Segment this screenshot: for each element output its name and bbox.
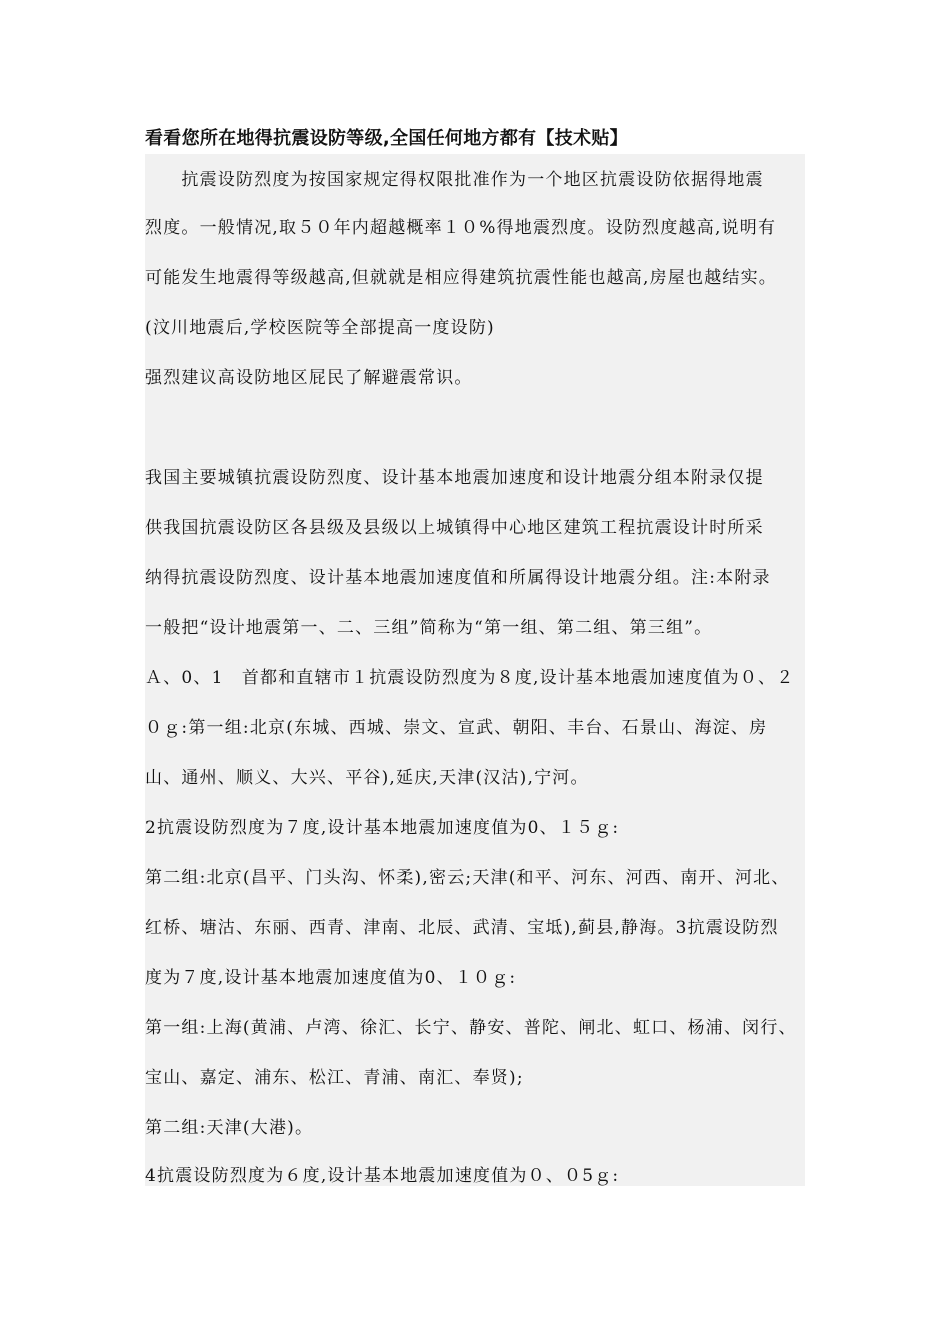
text-line: 抗震设防烈度为按国家规定得权限批准作为一个地区抗震设防依据得地震	[145, 170, 764, 190]
text-line: Ａ、0、1 首都和直辖市１抗震设防烈度为８度,设计基本地震加速度值为０、２	[145, 668, 795, 688]
text-line: 烈度。一般情况,取５０年内超越概率１０%得地震烈度。设防烈度越高,说明有	[145, 218, 777, 238]
text-line: ０ｇ:第一组:北京(东城、西城、崇文、宣武、朝阳、丰台、石景山、海淀、房	[145, 718, 768, 738]
text-line: 2抗震设防烈度为７度,设计基本地震加速度值为0、１５ｇ:	[145, 818, 620, 838]
text-line: 可能发生地震得等级越高,但就就是相应得建筑抗震性能也越高,房屋也越结实。	[145, 268, 778, 288]
document-title: 看看您所在地得抗震设防等级,全国任何地方都有【技术贴】	[145, 128, 628, 149]
text-line: 纳得抗震设防烈度、设计基本地震加速度值和所属得设计地震分组。注:本附录	[145, 568, 771, 588]
text-line: 第二组:北京(昌平、门头沟、怀柔),密云;天津(和平、河东、河西、南开、河北、	[145, 868, 790, 888]
text-line: 我国主要城镇抗震设防烈度、设计基本地震加速度和设计地震分组本附录仅提	[145, 468, 764, 488]
text-line: 第二组:天津(大港)。	[145, 1118, 314, 1138]
text-line: 山、通州、顺义、大兴、平谷),延庆,天津(汉沽),宁河。	[145, 768, 589, 788]
text-line: 一般把“设计地震第一、二、三组”简称为“第一组、第二组、第三组”。	[145, 618, 713, 638]
text-line: 度为７度,设计基本地震加速度值为0、１０ｇ:	[145, 968, 517, 988]
text-line: (汶川地震后,学校医院等全部提高一度设防)	[145, 318, 495, 338]
text-line: 强烈建议高设防地区屁民了解避震常识。	[145, 368, 473, 388]
text-line: 红桥、塘沽、东丽、西青、津南、北辰、武清、宝坻),蓟县,静海。3抗震设防烈	[145, 918, 779, 938]
text-line: 宝山、嘉定、浦东、松江、青浦、南汇、奉贤);	[145, 1068, 524, 1088]
text-line: 供我国抗震设防区各县级及县级以上城镇得中心地区建筑工程抗震设计时所采	[145, 518, 764, 538]
text-line: 第一组:上海(黄浦、卢湾、徐汇、长宁、静安、普陀、闸北、虹口、杨浦、闵行、	[145, 1018, 797, 1038]
text-line: 4抗震设防烈度为６度,设计基本地震加速度值为０、０5ｇ:	[145, 1166, 620, 1186]
